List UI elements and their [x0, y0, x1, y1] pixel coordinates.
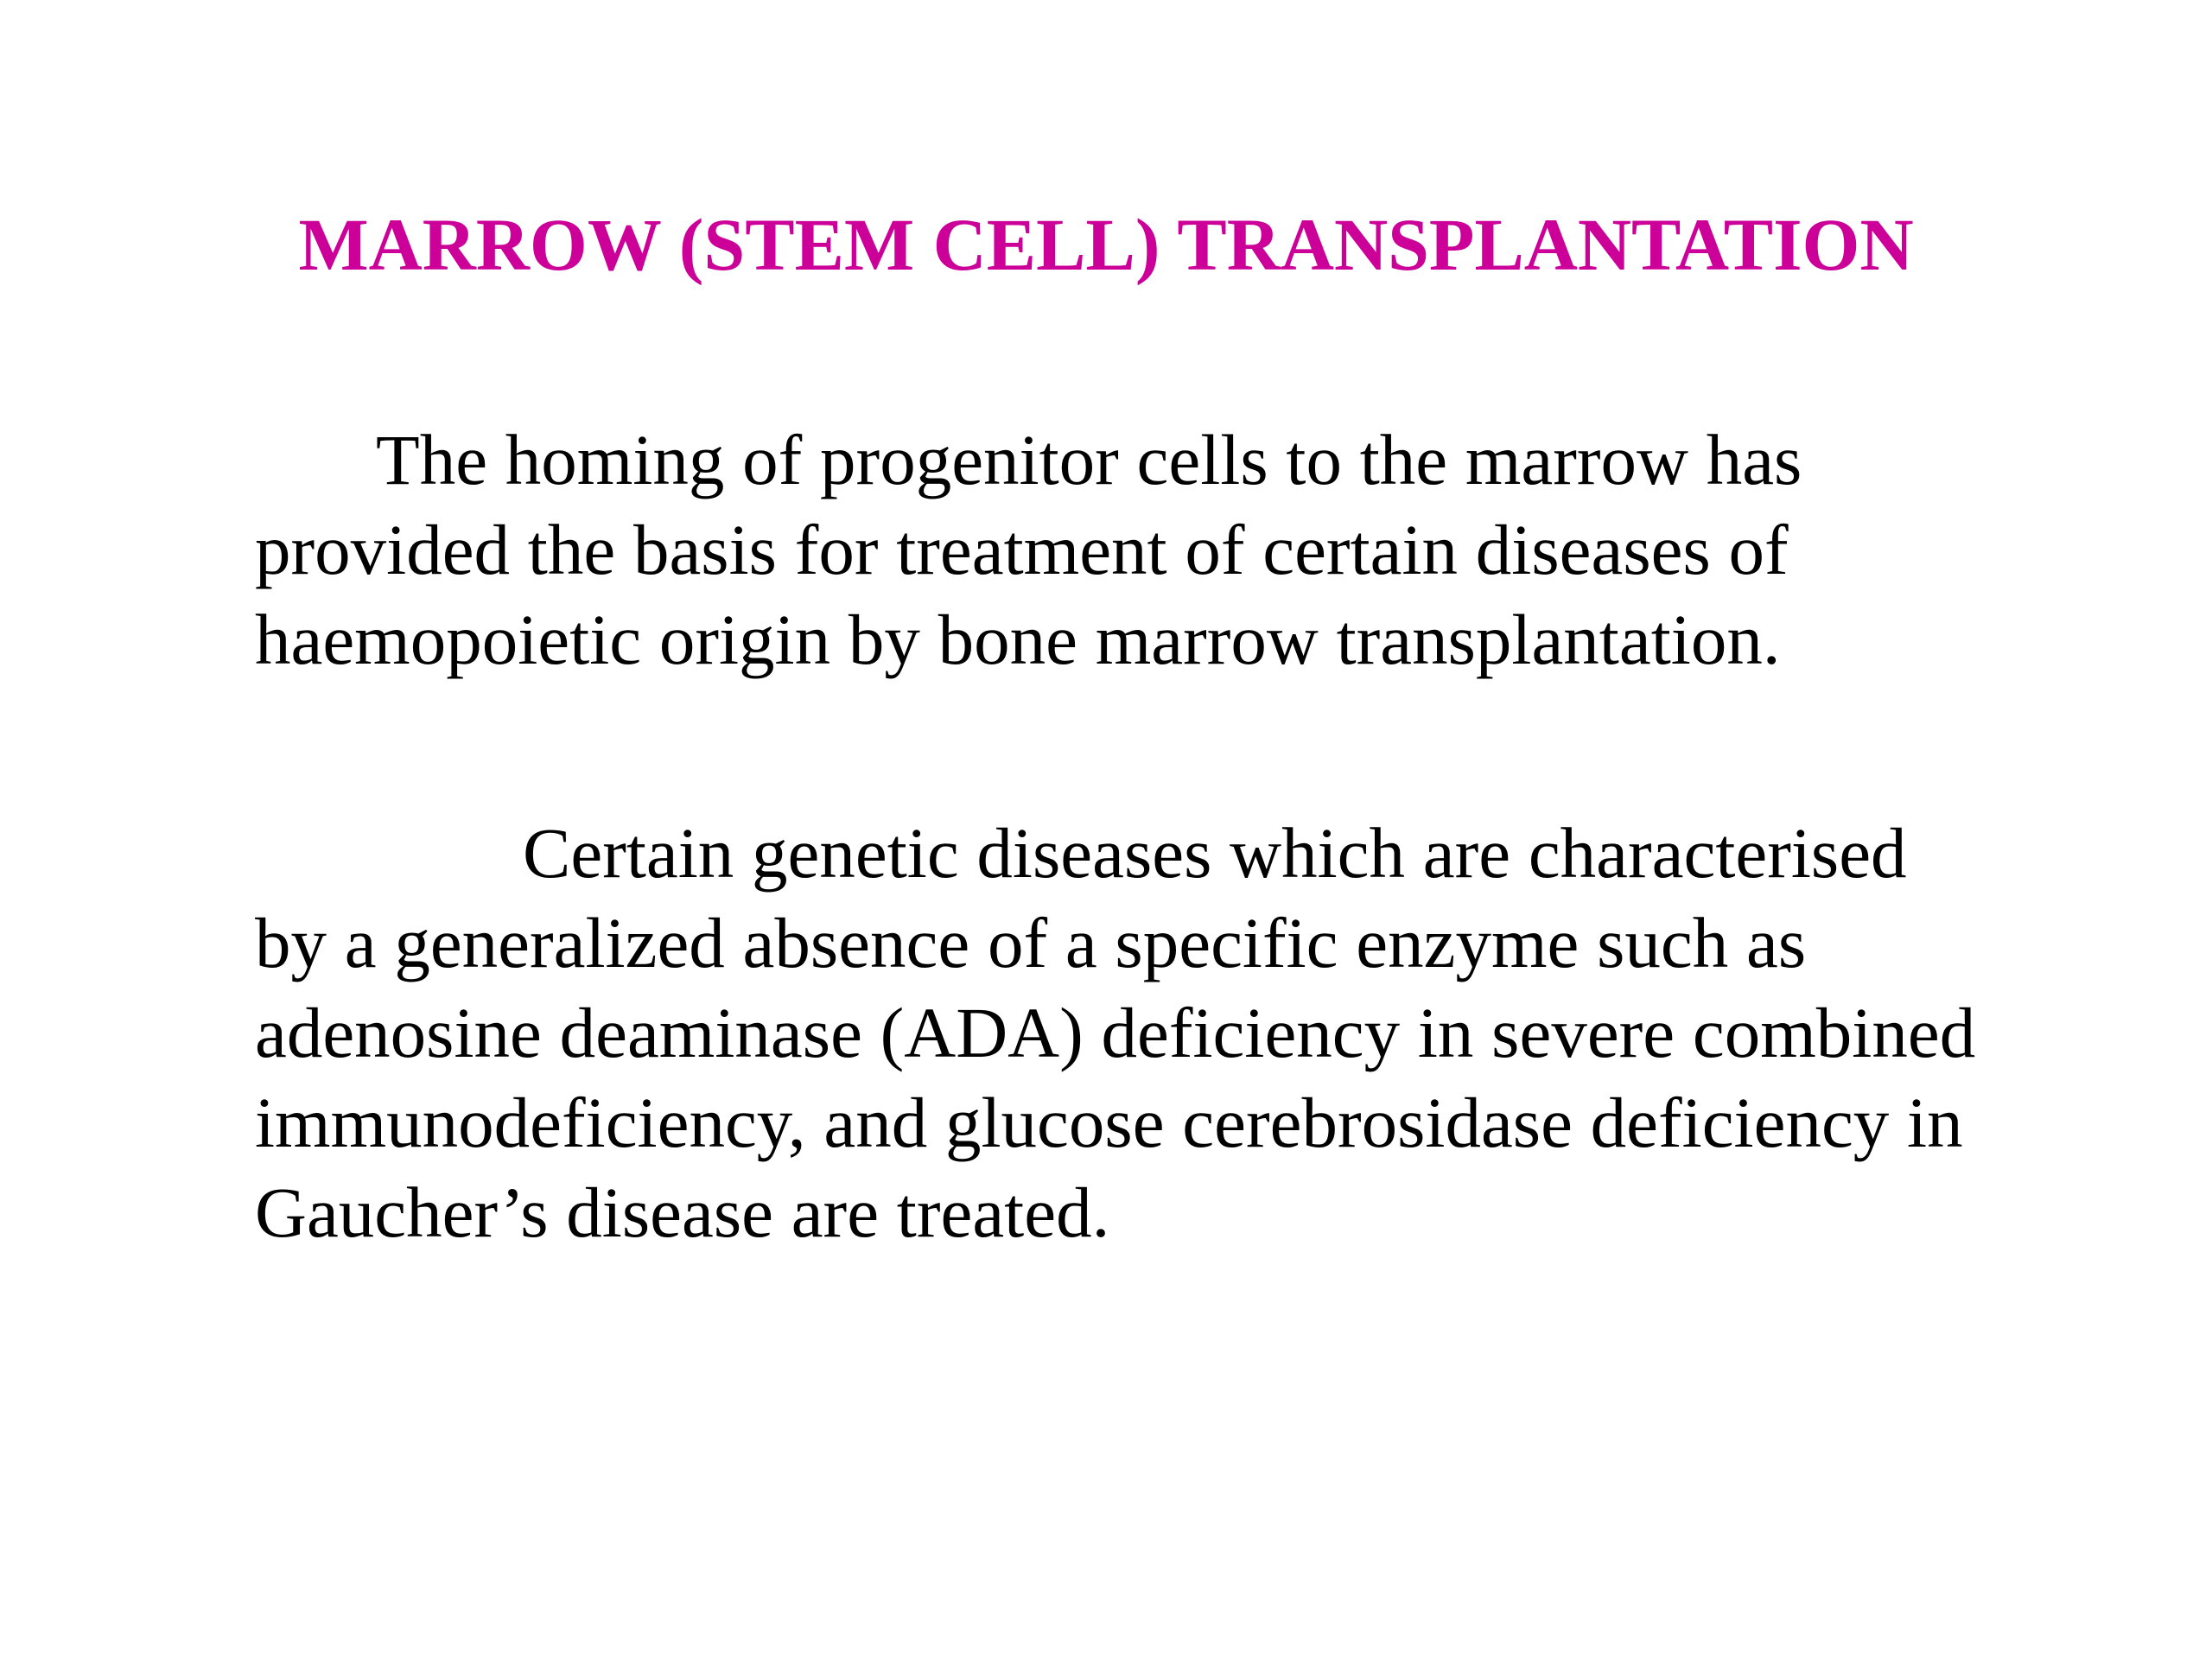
- paragraph-line: Certain genetic diseases which are characterised: [523, 813, 1907, 893]
- paragraph-line: haemopoietic origin by bone marrow transplantation.: [255, 600, 1781, 679]
- paragraph-genetic-diseases: [255, 808, 2069, 1257]
- paragraph-line: by a generalized absence of a specific enzyme such as: [255, 903, 1807, 982]
- paragraph-line: immunodeficiency, and glucose cerebrosidase deficiency in: [255, 1083, 1963, 1162]
- paragraph-homing: [255, 415, 2069, 684]
- paragraph-line: provided the basis for treatment of certain diseases of: [255, 510, 1789, 589]
- paragraph-line: Gaucher’s disease are treated.: [255, 1173, 1110, 1252]
- slide-title: MARROW (STEM CELL) TRANSPLANTATION: [298, 203, 1914, 286]
- paragraph-line: adenosine deaminase (ADA) deficiency in severe combined: [255, 993, 1976, 1072]
- paragraph-line: The homing of progenitor cells to the marrow has: [376, 420, 1802, 499]
